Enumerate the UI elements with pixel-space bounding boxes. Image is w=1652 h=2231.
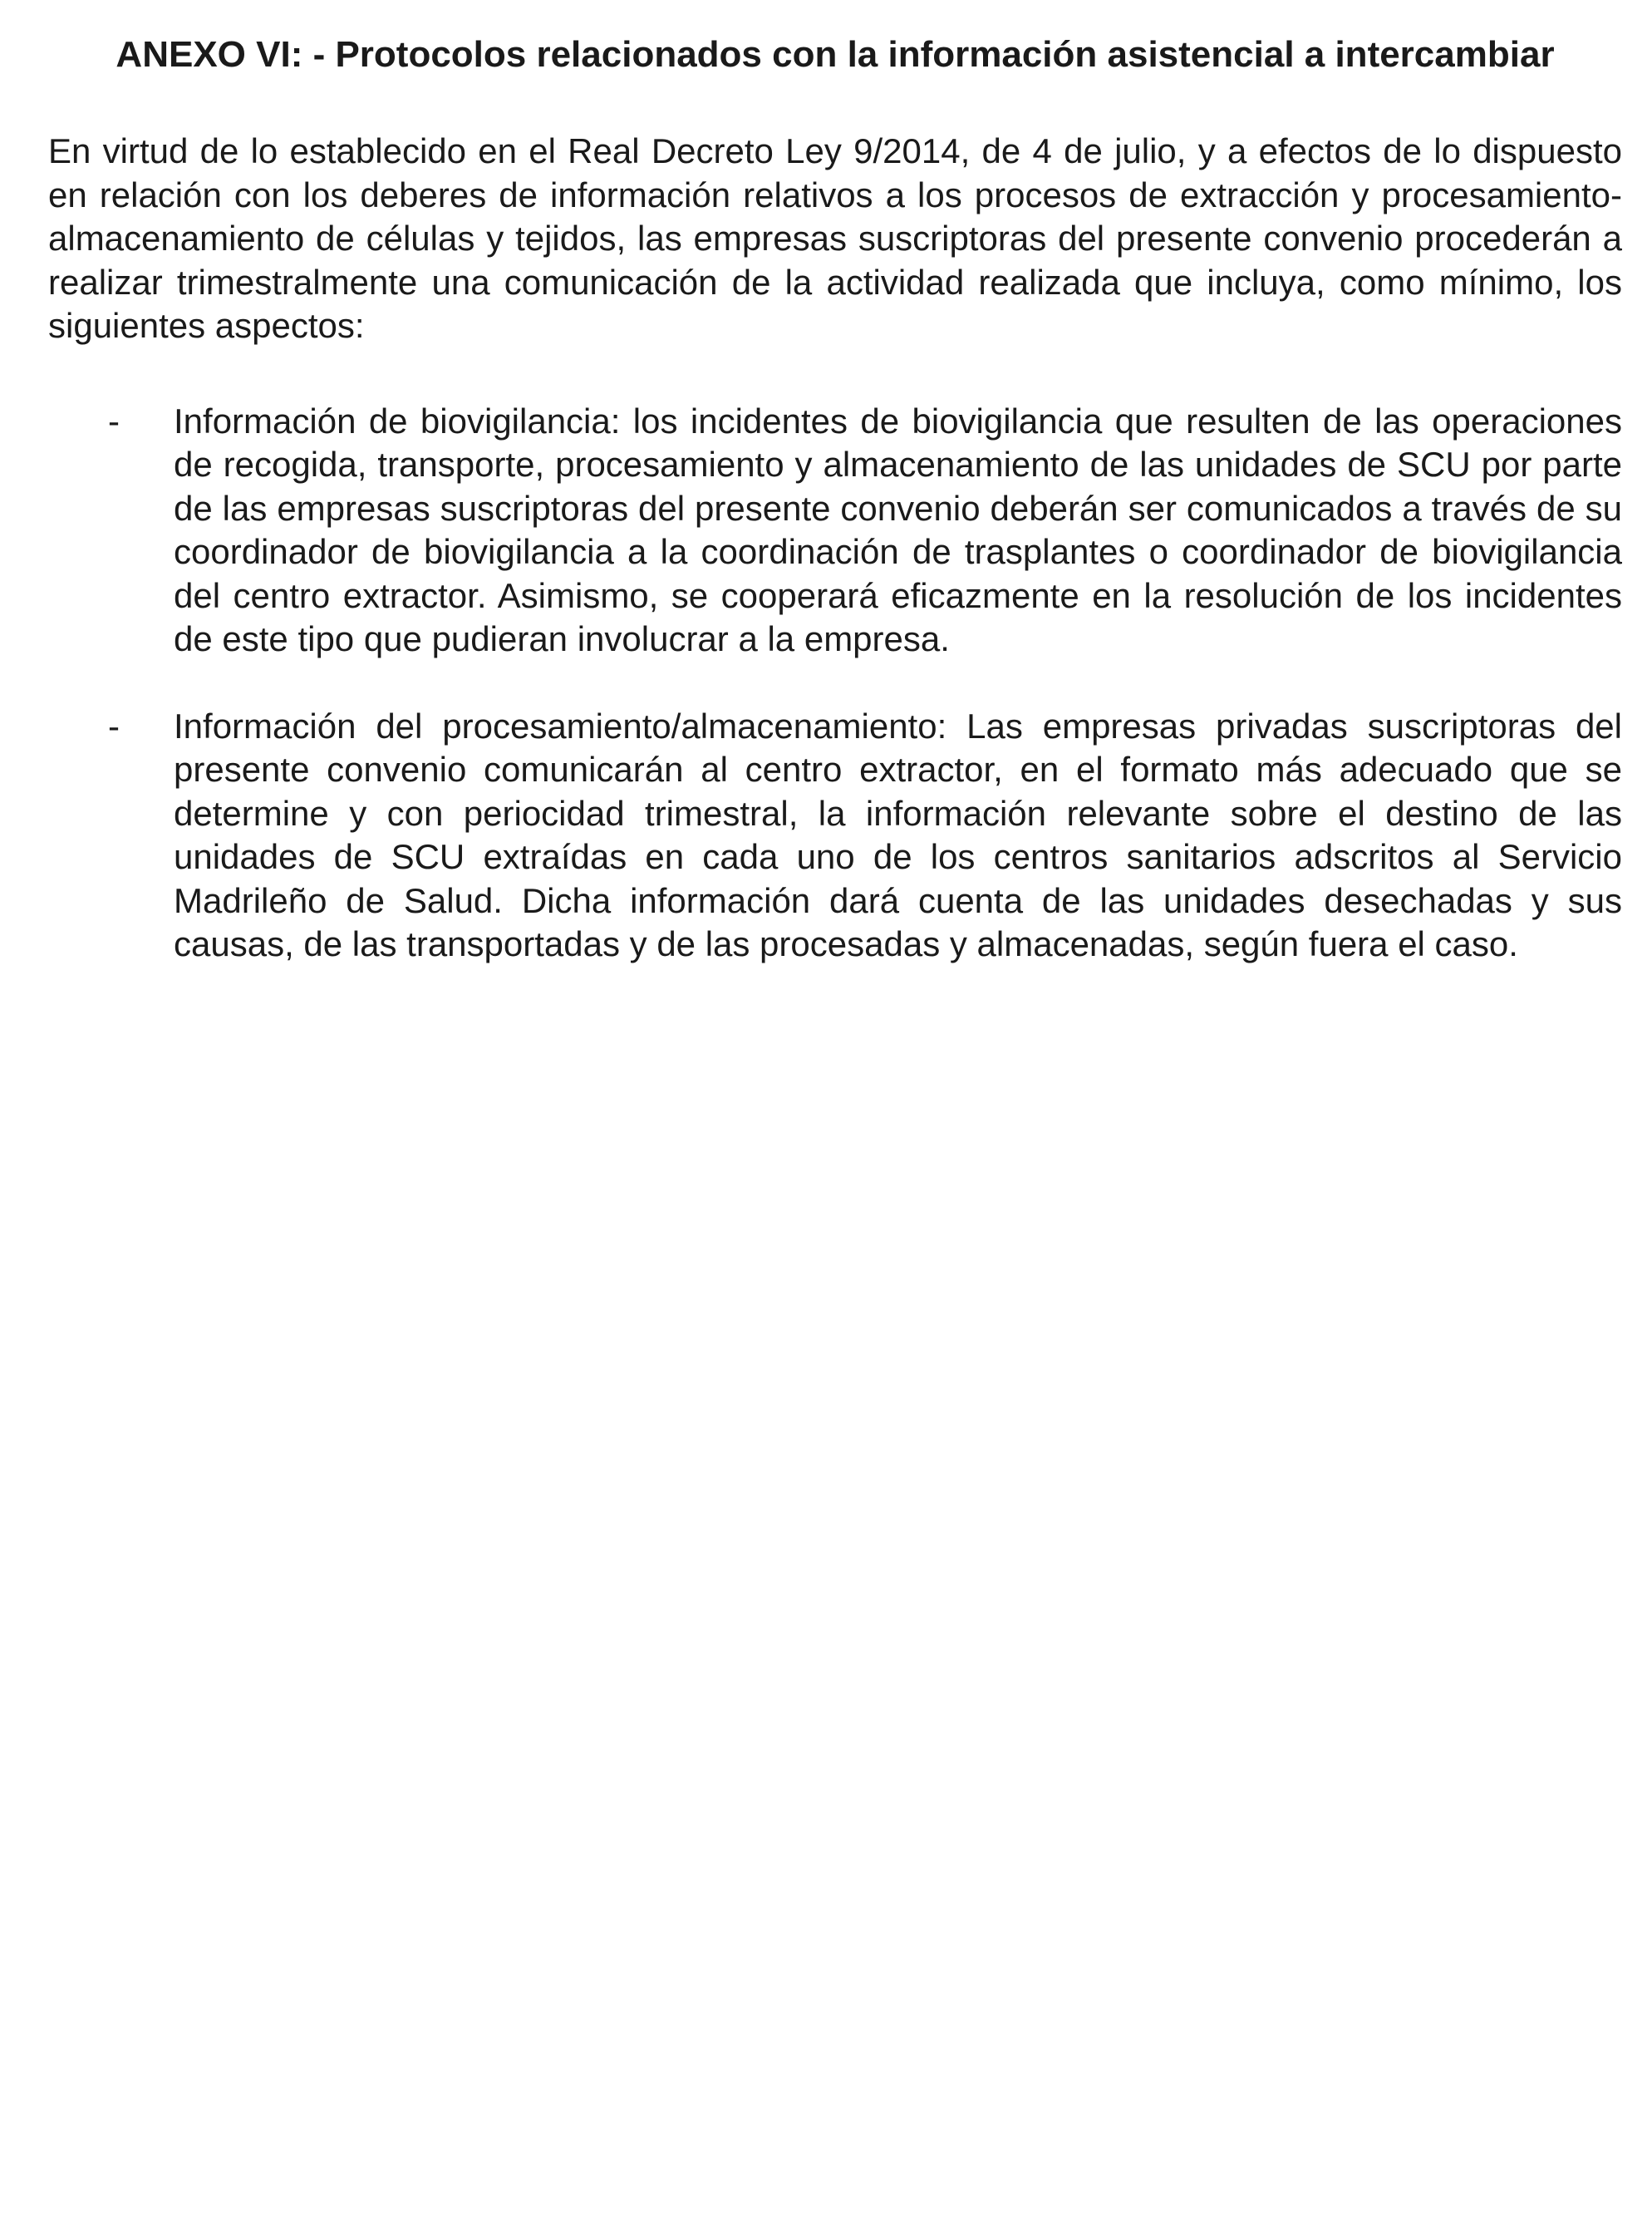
list-item-text: Información de biovigilancia: los incidentes de biovigilancia que resulten de las operaciones de recogida, transporte, procesamiento y almacenamiento de las unidades de SCU por parte de las empresas suscriptoras del presente convenio deberán ser comunicados a través de su coordinador de biovigilancia a la coordinación de trasplantes o coordinador de biovigilancia del centro extractor. Asimismo, se cooperará eficazmente en la resolución de los incidentes de este tipo que pudieran involucrar a la empresa.: [174, 401, 1622, 658]
list-item: [48, 400, 1622, 662]
list-bullet: -: [108, 706, 120, 746]
intro-paragraph: En virtud de lo establecido en el Real Decreto Ley 9/2014, de 4 de julio, y a efectos de lo dispuesto en relación con los deberes de información relativos a los procesos de extracción y procesamiento-almacenamiento de células y tejidos, las empresas suscriptoras del presente convenio procederán a realizar trimestralmente una comunicación de la actividad realizada que incluya, como mínimo, los siguientes aspectos:: [48, 131, 1622, 345]
list-item-text: Información del procesamiento/almacenamiento: Las empresas privadas suscriptoras del presente convenio comunicarán al centro extractor, en el formato más adecuado que se determine y con periocidad trimestral, la información relevante sobre el destino de las unidades de SCU extraídas en cada uno de los centros sanitarios adscritos al Servicio Madrileño de Salud. Dicha información dará cuenta de las unidades desechadas y sus causas, de las transportadas y de las procesadas y almacenadas, según fuera el caso.: [174, 706, 1622, 963]
list-bullet: -: [108, 401, 120, 441]
document-page: [48, 32, 1622, 1010]
list-item: [48, 705, 1622, 967]
document-title: ANEXO VI: - Protocolos relacionados con la información asistencial a intercambiar: [116, 34, 1555, 75]
aspects-list: [48, 400, 1622, 967]
